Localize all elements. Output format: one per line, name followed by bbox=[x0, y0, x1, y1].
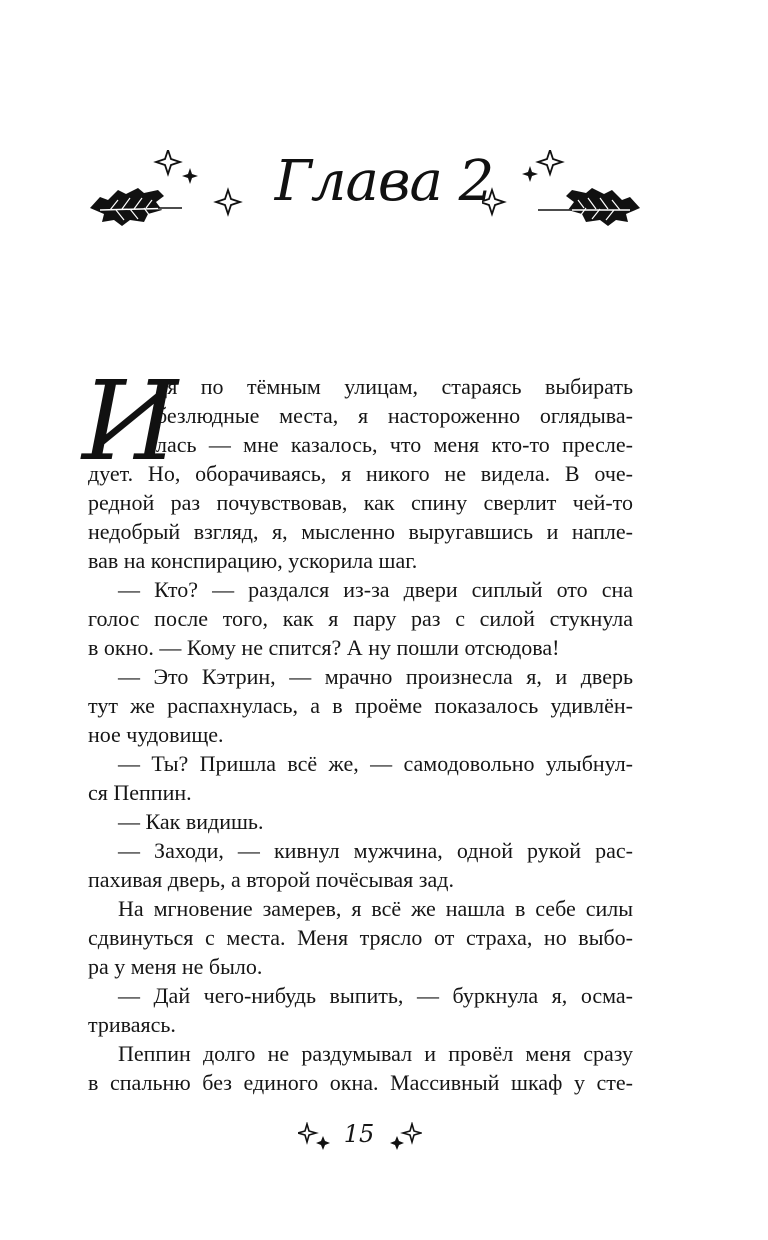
text-line: — Кто? — раздался из-за двери сиплый ото сна bbox=[118, 577, 633, 602]
text-line: недобрый взгляд, я, мысленно выругавшись и напле- bbox=[88, 519, 633, 544]
body-text bbox=[82, 357, 633, 1097]
text-line: сдвинуться с места. Меня трясло от страха, но выбо- bbox=[88, 925, 633, 950]
holly-leaf-icon bbox=[538, 188, 640, 226]
sparkle-star-icon bbox=[298, 1124, 316, 1142]
text-line: — Дай чего-нибудь выпить, — буркнула я, осма- bbox=[118, 983, 633, 1008]
text-line: редной раз почувствовав, как спину сверлит чей-то bbox=[88, 490, 633, 515]
text-line: триваясь. bbox=[88, 1012, 176, 1037]
paragraph bbox=[88, 1039, 633, 1097]
text-line: лась — мне казалось, что меня кто-то пресле- bbox=[156, 432, 633, 457]
text-line: ся Пеппин. bbox=[88, 780, 192, 805]
text-line: ное чудовище. bbox=[88, 722, 224, 747]
paragraph bbox=[88, 807, 633, 836]
sparkle-star-icon bbox=[538, 150, 562, 174]
paragraph bbox=[88, 749, 633, 807]
chapter-title: Глава 2 bbox=[274, 149, 494, 214]
text-line: дует. Но, оборачиваясь, я никого не видела. В оче- bbox=[88, 461, 633, 486]
page-footer bbox=[0, 1118, 768, 1154]
header-ornament-right bbox=[482, 150, 642, 230]
footer-ornament-left bbox=[298, 1122, 332, 1152]
text-line: Пеппин долго не раздумывал и провёл меня сразу bbox=[118, 1041, 633, 1066]
text-line: вав на конспирацию, ускорила шаг. bbox=[88, 548, 418, 573]
text-line: ра у меня не было. bbox=[88, 954, 263, 979]
text-line: в спальню без единого окна. Массивный шкаф у сте- bbox=[88, 1070, 633, 1095]
sparkle-star-icon bbox=[316, 1136, 330, 1150]
sparkle-star-icon bbox=[403, 1124, 421, 1142]
text-line: — Как видишь. bbox=[118, 809, 264, 834]
paragraph bbox=[88, 894, 633, 981]
drop-cap: И bbox=[82, 357, 178, 485]
page-number: 15 bbox=[343, 1120, 375, 1148]
text-line: пахивая дверь, а второй почёсывая зад. bbox=[88, 867, 454, 892]
footer-ornament-right bbox=[388, 1122, 422, 1152]
text-line: — Ты? Пришла всё же, — самодовольно улыбнул- bbox=[118, 751, 633, 776]
sparkle-star-icon bbox=[390, 1136, 404, 1150]
text-line: — Заходи, — кивнул мужчина, одной рукой рас- bbox=[118, 838, 633, 863]
text-line: голос после того, как я пару раз с силой стукнула bbox=[88, 606, 633, 631]
paragraph bbox=[88, 981, 633, 1039]
text-line: тут же распахнулась, а в проёме показалось удивлён- bbox=[88, 693, 633, 718]
sparkle-star-icon bbox=[482, 190, 504, 214]
text-line: в окно. — Кому не спится? А ну пошли отсюдова! bbox=[88, 635, 560, 660]
sparkle-star-icon bbox=[522, 166, 538, 182]
text-line: На мгновение замерев, я всё же нашла в себе силы bbox=[118, 896, 633, 921]
text-line: — Это Кэтрин, — мрачно произнесла я, и дверь bbox=[118, 664, 633, 689]
text-line: дя по тёмным улицам, стараясь выбирать bbox=[156, 374, 633, 399]
text-line: безлюдные места, я настороженно оглядыва- bbox=[156, 403, 633, 428]
paragraph bbox=[88, 575, 633, 662]
paragraph bbox=[88, 836, 633, 894]
paragraph bbox=[88, 662, 633, 749]
